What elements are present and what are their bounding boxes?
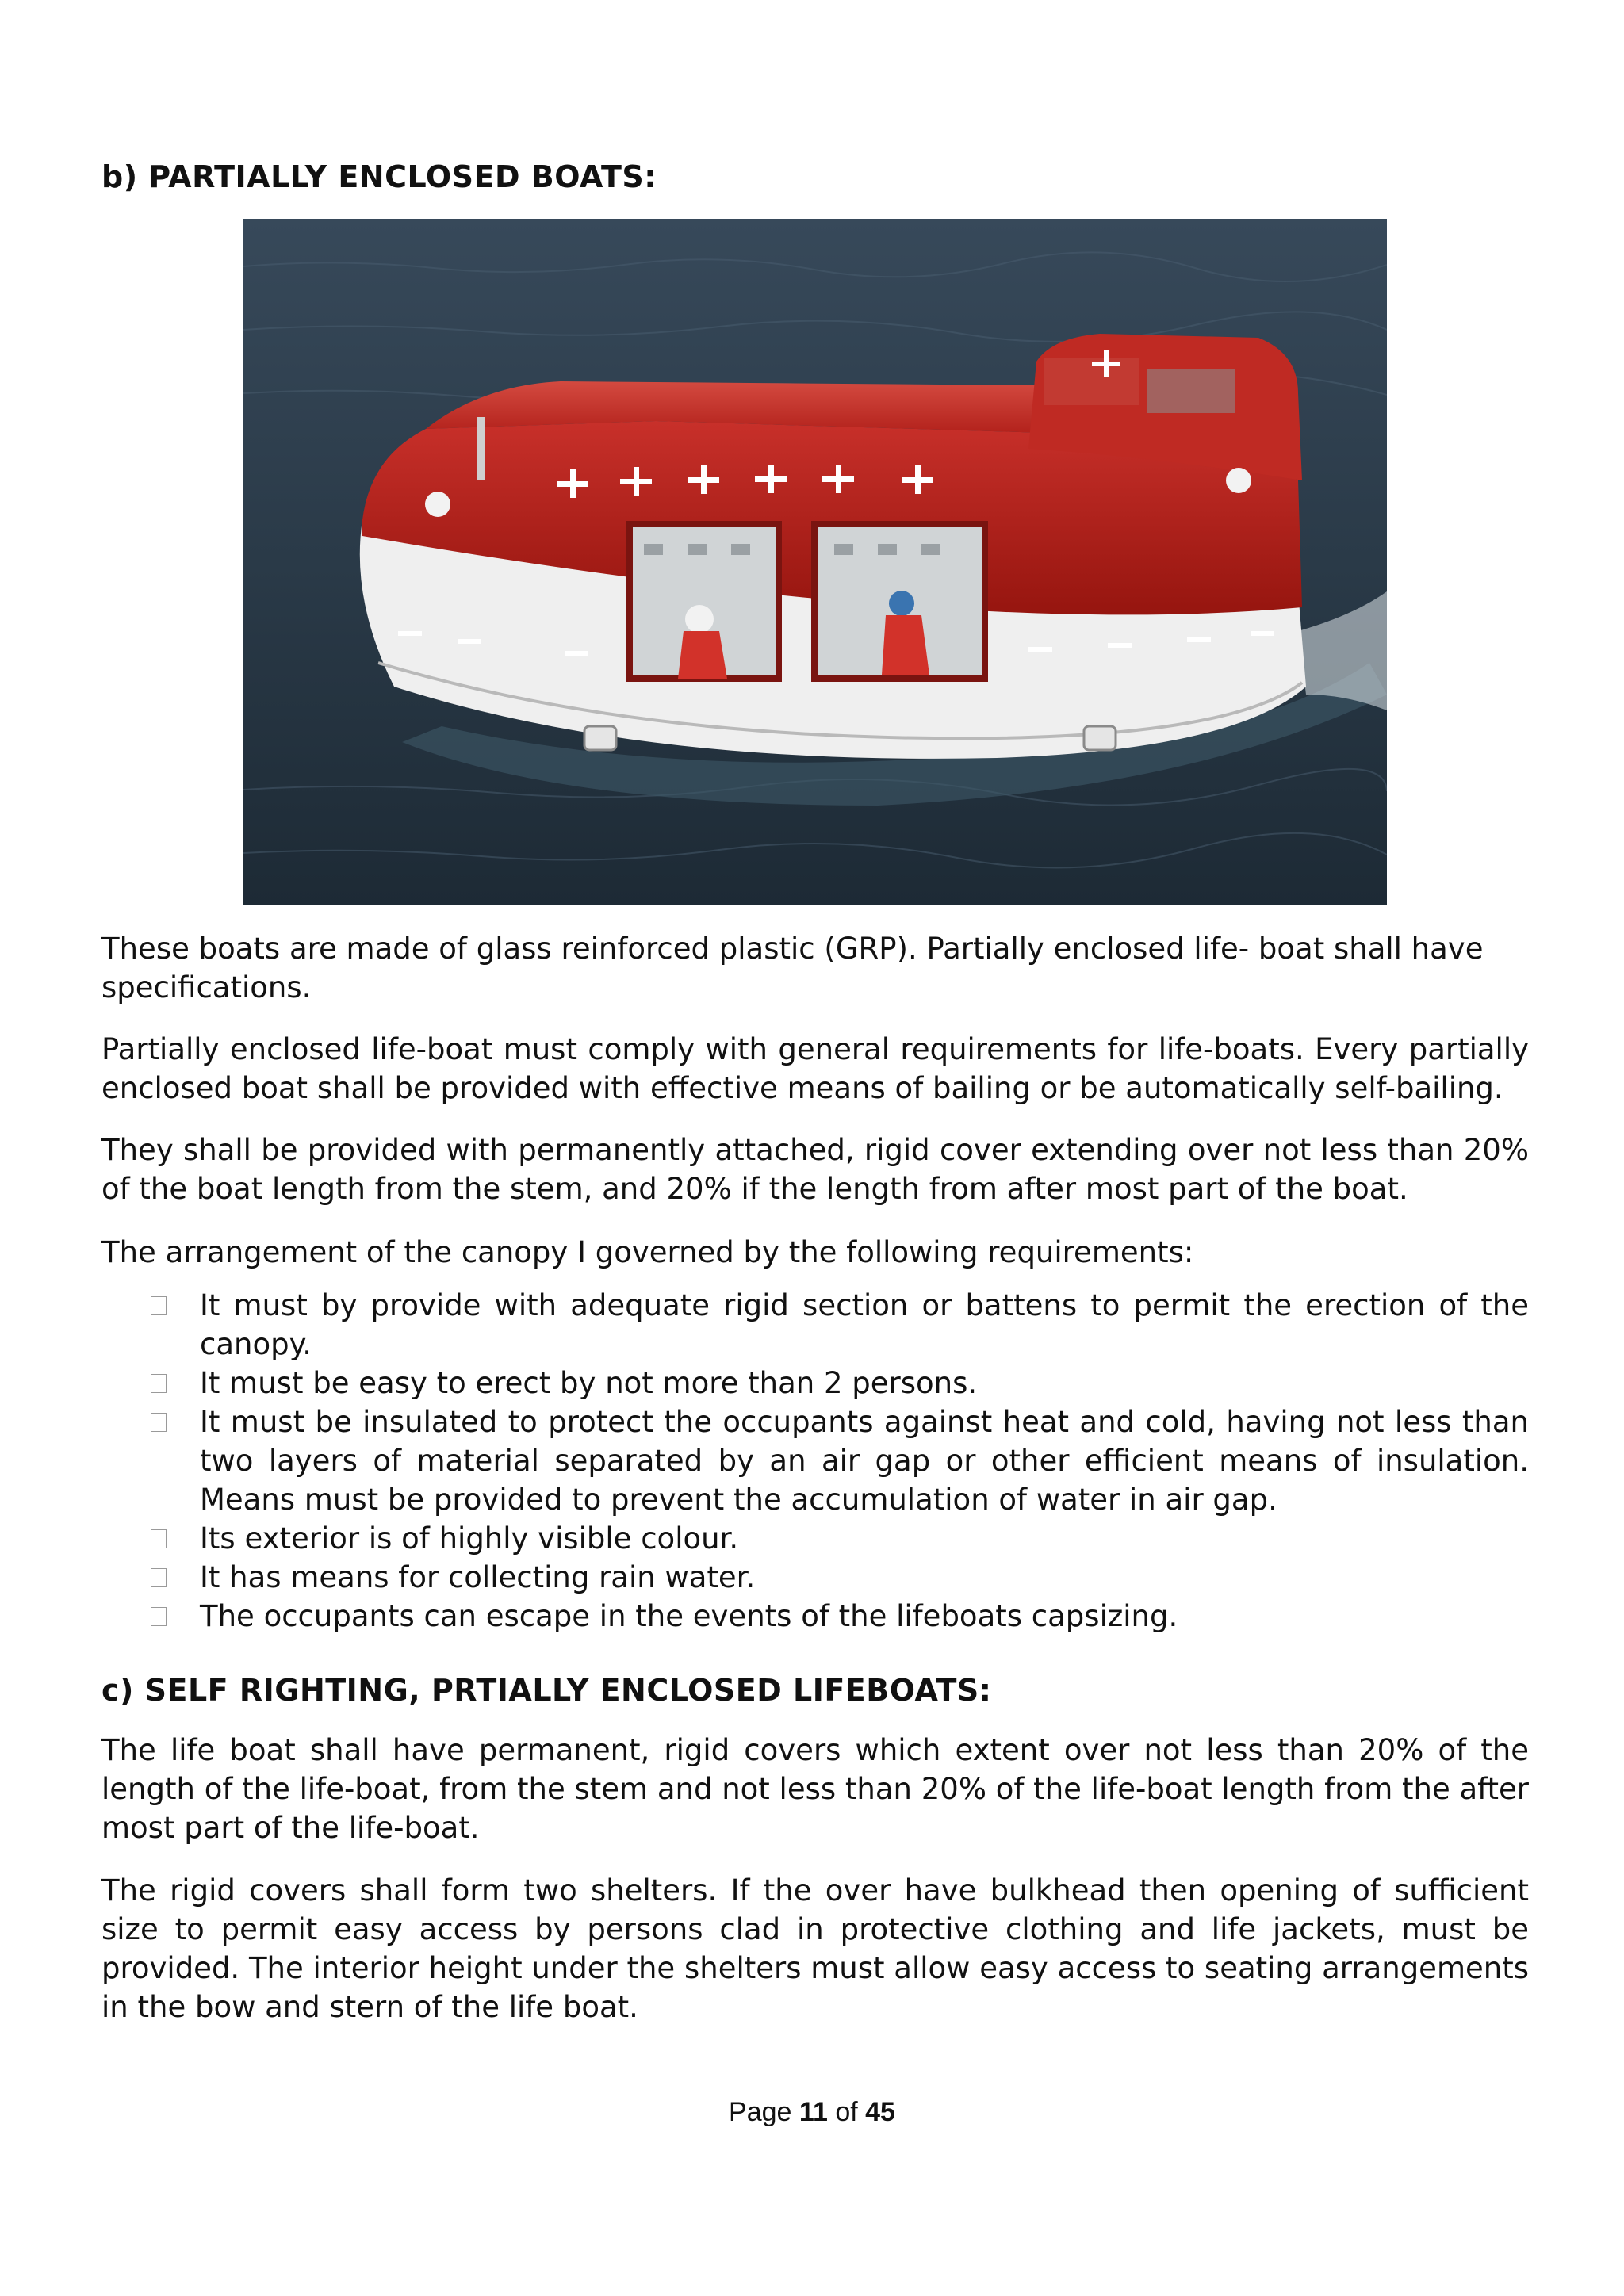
- list-item-text: The occupants can escape in the events of the lifeboats capsizing.: [200, 1599, 1178, 1633]
- page-number: 11: [799, 2097, 828, 2127]
- list-item: [102, 1402, 1529, 1519]
- section-c-heading: c) SELF RIGHTING, PRTIALLY ENCLOSED LIFEBOATS:: [102, 1673, 992, 1708]
- page-total: 45: [865, 2097, 895, 2127]
- bullet-box-icon: [151, 1374, 167, 1393]
- paragraph-permanent-covers: The life boat shall have permanent, rigid covers which extent over not less than 20% of the length of the life-boat, from the stem and not less than 20% of the life-boat length from the after most part of the life-boat.: [102, 1733, 1530, 1845]
- list-item: [102, 1597, 1529, 1636]
- page-word: Page: [729, 2097, 792, 2127]
- bullet-box-icon: [151, 1607, 167, 1626]
- bullet-box-icon: [151, 1529, 167, 1548]
- paragraph-rigid-cover: They shall be provided with permanently attached, rigid cover extending over not less than 20% of the boat length from the stem, and 20% if the length from after most part of the boat.: [102, 1133, 1529, 1206]
- section-b-heading: b) PARTIALLY ENCLOSED BOATS:: [102, 159, 657, 194]
- page-footer: [0, 2096, 1624, 2128]
- bullet-box-icon: [151, 1568, 167, 1587]
- paragraph-canopy-arrangement: The arrangement of the canopy I governed by the following requirements:: [102, 1235, 1194, 1269]
- list-item-text: It must by provide with adequate rigid section or battens to permit the erection of the canopy.: [200, 1288, 1529, 1361]
- paragraph-grp-material: These boats are made of glass reinforced plastic (GRP). Partially enclosed life- boat shall have specifications.: [102, 932, 1484, 1004]
- paragraph-general-requirements: Partially enclosed life-boat must comply with general requirements for life-boats. Every partially enclosed boat shall be provided with effective means of bailing or be automatically self-bailing.: [102, 1032, 1529, 1105]
- bullet-box-icon: [151, 1413, 167, 1432]
- list-item: [102, 1519, 1529, 1558]
- list-item: [102, 1558, 1529, 1597]
- lifeboat-photo: [243, 219, 1387, 905]
- list-item-text: It must be insulated to protect the occupants against heat and cold, having not less than two layers of material separated by an air gap or other efficient means of insulation. Means must be provided to prevent the accumulation of water in air gap.: [200, 1405, 1529, 1517]
- of-word: of: [835, 2097, 858, 2127]
- list-item: [102, 1286, 1529, 1364]
- list-item-text: Its exterior is of highly visible colour.: [200, 1521, 739, 1556]
- canopy-requirements-list: [102, 1286, 1529, 1636]
- list-item-text: It has means for collecting rain water.: [200, 1560, 756, 1594]
- list-item-text: It must be easy to erect by not more than 2 persons.: [200, 1366, 978, 1400]
- list-item: [102, 1364, 1529, 1402]
- paragraph-shelters: The rigid covers shall form two shelters. If the over have bulkhead then opening of sufficient size to permit easy access by persons clad in protective clothing and life jackets, must be provided. The interior height under the shelters must allow easy access to seating arrangements in the bow and stern of the life boat.: [102, 1873, 1529, 2024]
- bullet-box-icon: [151, 1296, 167, 1315]
